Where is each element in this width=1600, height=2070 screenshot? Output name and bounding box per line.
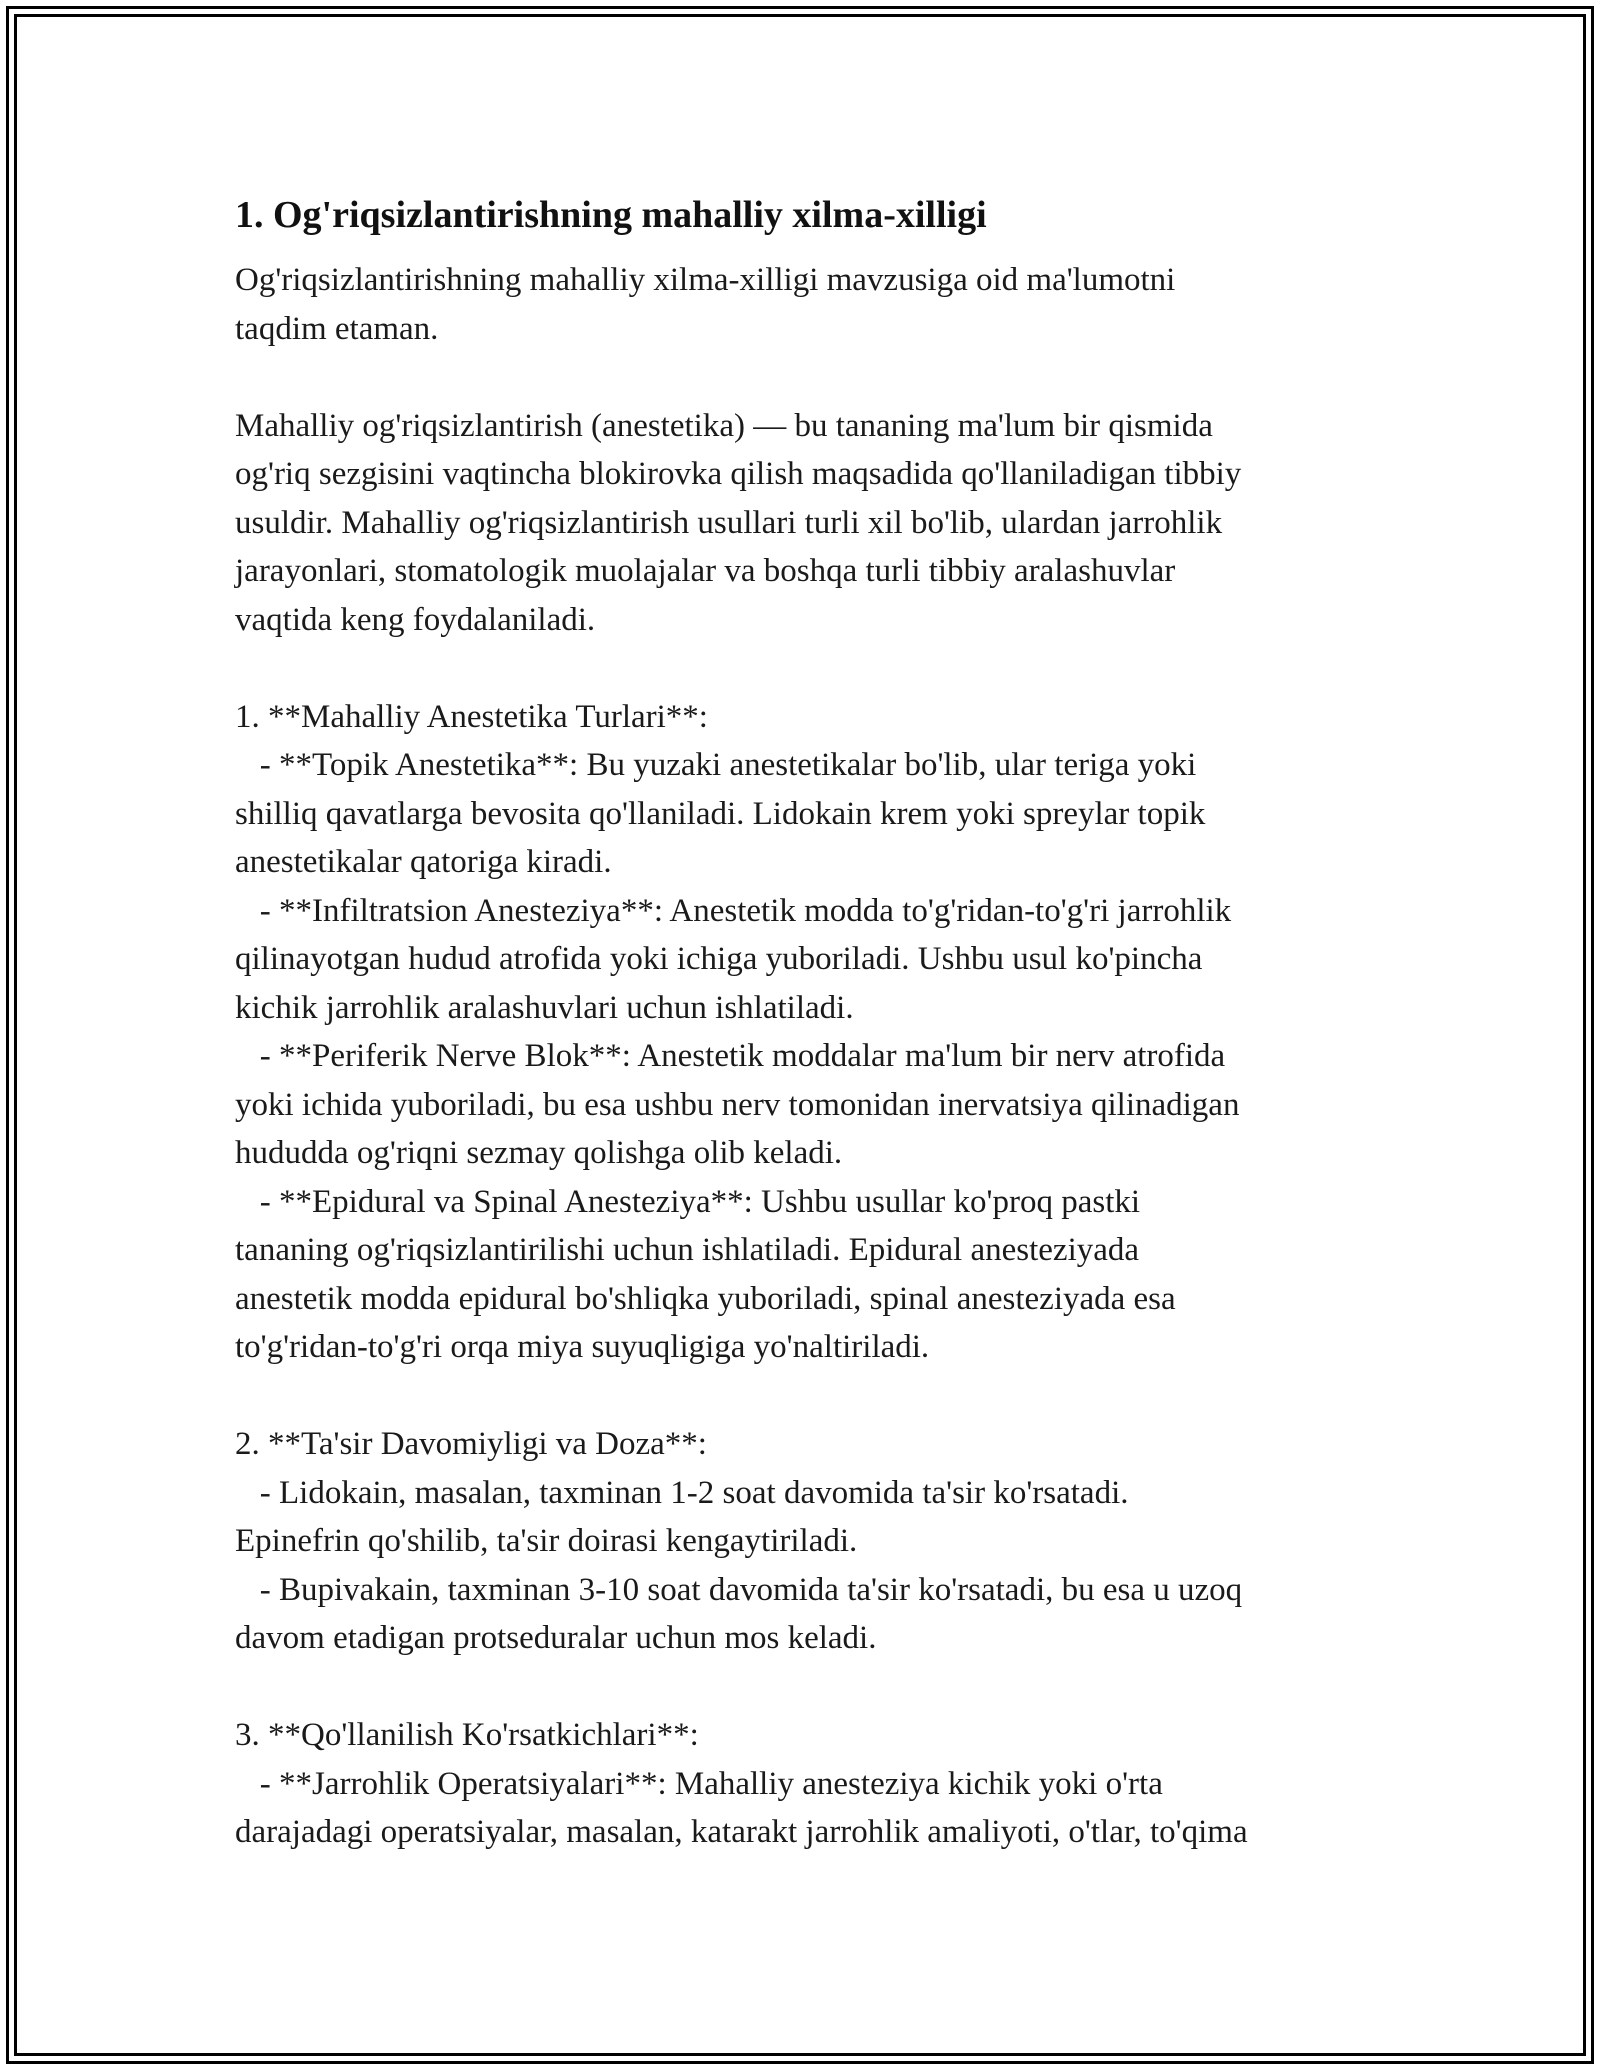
text-line: - **Epidural va Spinal Anesteziya**: Ushbu usullar ko'proq pastki: [235, 1183, 1141, 1220]
document-text: [235, 256, 1375, 1857]
text-line: yoki ichida yuboriladi, bu esa ushbu nerv tomonidan inervatsiya qilinadigan: [235, 1086, 1240, 1123]
text-line: darajadagi operatsiyalar, masalan, katarakt jarrohlik amaliyoti, o'tlar, to'qima: [235, 1814, 1248, 1850]
text-line: Mahalliy og'riqsizlantirish (anestetika) — bu tananing ma'lum bir qismida: [235, 407, 1213, 444]
text-line: og'riq sezgisini vaqtincha blokirovka qilish maqsadida qo'llaniladigan tibbiy: [235, 456, 1242, 492]
text-line: vaqtida keng foydalaniladi.: [235, 601, 596, 638]
paragraph-gap: [235, 353, 1375, 402]
text-line: hududda og'riqni sezmay qolishga olib keladi.: [235, 1135, 843, 1171]
document-body: [235, 188, 1375, 1857]
paragraph-gap: [235, 644, 1375, 693]
text-line: Og'riqsizlantirishning mahalliy xilma-xilligi mavzusiga oid ma'lumotni: [235, 262, 1176, 298]
text-line: usuldir. Mahalliy og'riqsizlantirish usullari turli xil bo'lib, ulardan jarrohlik: [235, 504, 1223, 541]
text-line: jarayonlari, stomatologik muolajalar va boshqa turli tibbiy aralashuvlar: [235, 553, 1176, 589]
text-line: anestetikalar qatoriga kiradi.: [235, 844, 612, 880]
text-line: shilliq qavatlarga bevosita qo'llaniladi. Lidokain krem yoki spreylar topik: [235, 795, 1206, 832]
text-line: 2. **Ta'sir Davomiyligi va Doza**:: [235, 1426, 707, 1462]
paragraph-gap: [235, 1372, 1375, 1421]
text-line: Epinefrin qo'shilib, ta'sir doirasi kengaytiriladi.: [235, 1523, 858, 1559]
text-line: to'g'ridan-to'g'ri orqa miya suyuqligiga yo'naltiriladi.: [235, 1329, 930, 1365]
document-title: 1. Og'riqsizlantirishning mahalliy xilma-xilligi: [235, 194, 987, 236]
text-line: kichik jarrohlik aralashuvlari uchun ishlatiladi.: [235, 989, 854, 1026]
text-line: 3. **Qo'llanilish Ko'rsatkichlari**:: [235, 1717, 699, 1753]
text-line: qilinayotgan hudud atrofida yoki ichiga yuboriladi. Ushbu usul ko'pincha: [235, 941, 1203, 977]
text-line: 1. **Mahalliy Anestetika Turlari**:: [235, 698, 708, 735]
text-line: anestetik modda epidural bo'shliqka yuboriladi, spinal anesteziyada esa: [235, 1280, 1176, 1317]
text-line: - Bupivakain, taxminan 3-10 soat davomida ta'sir ko'rsatadi, bu esa u uzoq: [235, 1571, 1243, 1608]
text-line: - **Jarrohlik Operatsiyalari**: Mahalliy anesteziya kichik yoki o'rta: [235, 1765, 1163, 1802]
text-line: - **Infiltratsion Anesteziya**: Anestetik modda to'g'ridan-to'g'ri jarrohlik: [235, 892, 1232, 929]
text-line: - Lidokain, masalan, taxminan 1-2 soat davomida ta'sir ko'rsatadi.: [235, 1474, 1129, 1511]
text-line: tananing og'riqsizlantirilishi uchun ishlatiladi. Epidural anesteziyada: [235, 1232, 1140, 1268]
text-line: - **Topik Anestetika**: Bu yuzaki anestetikalar bo'lib, ular teriga yoki: [235, 747, 1197, 783]
text-line: taqdim etaman.: [235, 310, 439, 347]
text-line: davom etadigan protseduralar uchun mos keladi.: [235, 1620, 877, 1656]
paragraph-gap: [235, 1663, 1375, 1712]
text-line: - **Periferik Nerve Blok**: Anestetik moddalar ma'lum bir nerv atrofida: [235, 1038, 1226, 1074]
